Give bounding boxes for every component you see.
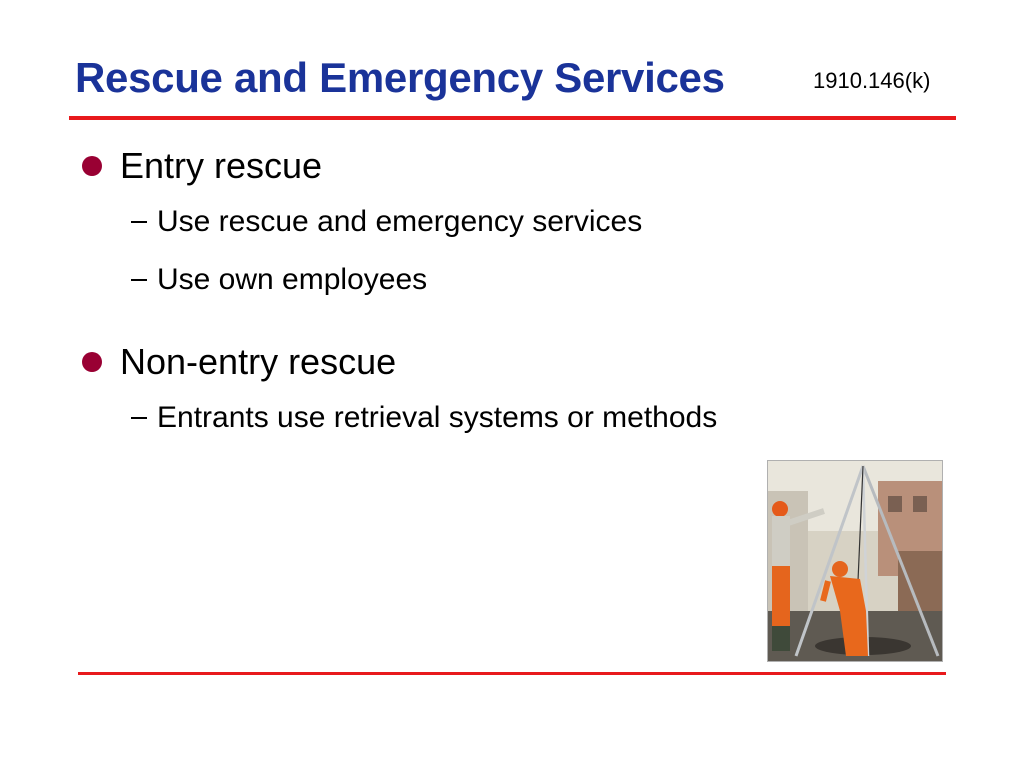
sub-bullet-label: Entrants use retrieval systems or methods [157, 401, 718, 434]
rescue-tripod-photo [767, 460, 943, 662]
sub-bullet-label: Use own employees [157, 263, 428, 296]
dash-icon [131, 417, 147, 419]
bullet-label: Entry rescue [120, 145, 323, 186]
bullet-entry-rescue [82, 145, 322, 187]
bullet-label: Non-entry rescue [120, 341, 397, 382]
standard-reference: 1910.146(k) [813, 68, 931, 93]
rescue-tripod-image [768, 461, 942, 661]
bullet-dot-icon [82, 352, 102, 372]
sub-bullet [131, 263, 427, 297]
dash-icon [131, 279, 147, 281]
slide-title: Rescue and Emergency Services [75, 54, 725, 101]
sub-bullet-label: Use rescue and emergency services [157, 205, 643, 238]
bullet-non-entry-rescue [82, 341, 396, 383]
dash-icon [131, 221, 147, 223]
bullet-dot-icon [82, 156, 102, 176]
sub-bullet [131, 205, 642, 239]
top-divider [69, 116, 956, 120]
bottom-divider [78, 672, 946, 675]
sub-bullet [131, 401, 717, 435]
